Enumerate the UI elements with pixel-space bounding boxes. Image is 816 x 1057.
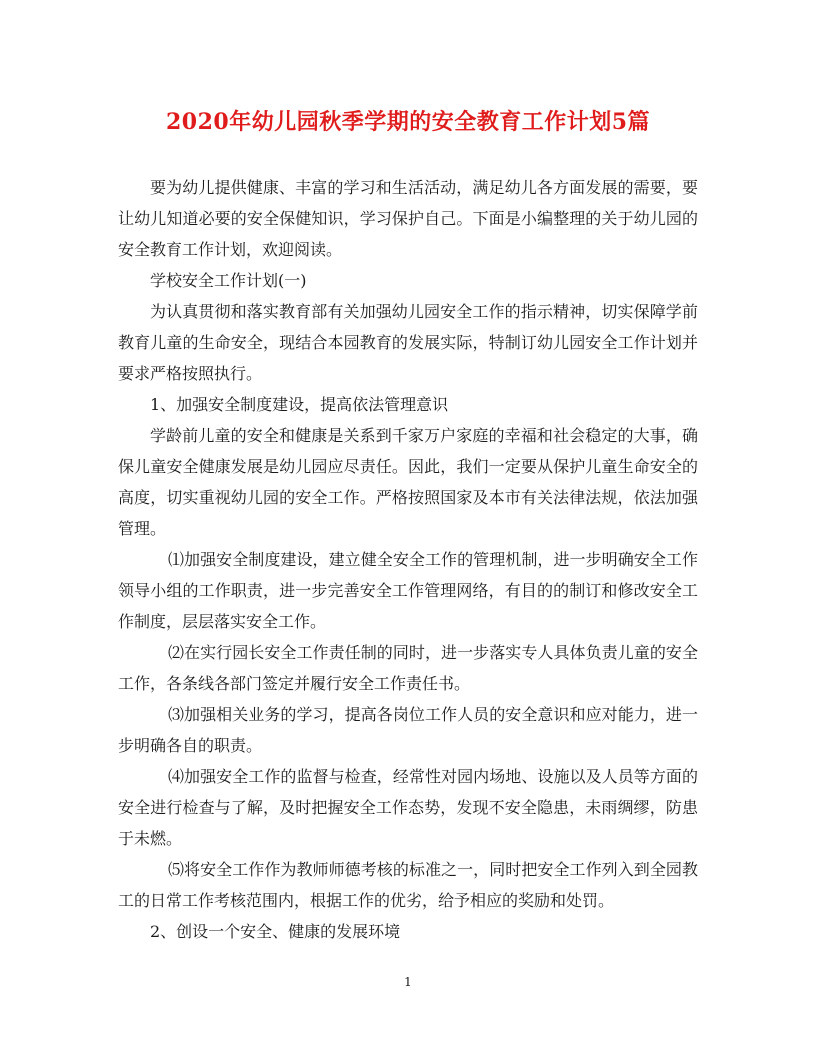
item-3-paragraph: ⑶加强相关业务的学习，提高各岗位工作人员的安全意识和应对能力，进一步明确各自的职责。 (118, 705, 698, 755)
item-4-paragraph: ⑷加强安全工作的监督与检查，经常性对园内场地、设施以及人员等方面的安全进行检查与了解，及时把握安全工作态势，发现不安全隐患，未雨绸缪，防患于未燃。 (118, 767, 698, 848)
item-1-paragraph: ⑴加强安全制度建设，建立健全安全工作的管理机制，进一步明确安全工作领导小组的工作职责，进一步完善安全工作管理网络，有目的的制订和修改安全工作制度，层层落实安全工作。 (118, 550, 698, 631)
document-body (118, 172, 698, 947)
intro-paragraph: 要为幼儿提供健康、丰富的学习和生活活动，满足幼儿各方面发展的需要，要让幼儿知道必要的安全保健知识，学习保护自己。下面是小编整理的关于幼儿园的安全教育工作计划，欢迎阅读。 (118, 178, 698, 259)
subheading-safety-system: 1、加强安全制度建设，提高依法管理意识 (150, 395, 449, 414)
plan-intro-paragraph: 为认真贯彻和落实教育部有关加强幼儿园安全工作的指示精神，切实保障学前教育儿童的生命安全，现结合本园教育的发展实际，特制订幼儿园安全工作计划并要求严格按照执行。 (118, 302, 698, 383)
section-heading-plan-one: 学校安全工作计划(一) (150, 271, 307, 290)
page-number: 1 (404, 975, 412, 989)
safety-importance-paragraph: 学龄前儿童的安全和健康是关系到千家万户家庭的幸福和社会稳定的大事，确保儿童安全健康发展是幼儿园应尽责任。因此，我们一定要从保护儿童生命安全的高度，切实重视幼儿园的安全工作。严格按照国家及本市有关法律法规，依法加强管理。 (118, 426, 698, 538)
document-title: 2020年幼儿园秋季学期的安全教育工作计划5篇 (165, 109, 651, 135)
item-2-paragraph: ⑵在实行园长安全工作责任制的同时，进一步落实专人具体负责儿童的安全工作，各条线各部门签定并履行安全工作责任书。 (118, 643, 698, 693)
subheading-environment: 2、创设一个安全、健康的发展环境 (150, 922, 401, 941)
item-5-paragraph: ⑸将安全工作作为教师师德考核的标准之一，同时把安全工作列入到全园教工的日常工作考核范围内，根据工作的优劣，给予相应的奖励和处罚。 (118, 860, 698, 910)
